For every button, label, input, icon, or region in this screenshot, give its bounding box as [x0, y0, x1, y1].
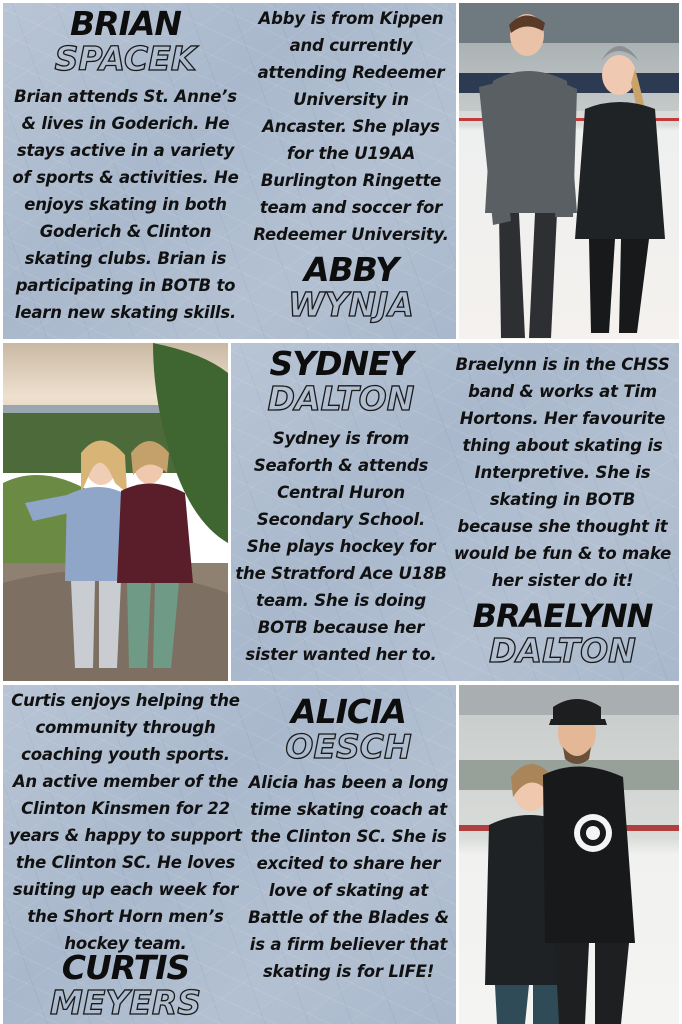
alicia-last-name: OESCH [285, 727, 412, 766]
brian-last-name: SPACEK [54, 39, 197, 78]
sydney-braelynn-panel [231, 343, 679, 681]
curtis-alicia-panel [3, 685, 456, 1024]
braelynn-first-name: BRAELYNN [472, 597, 653, 635]
sydney-last-name: DALTON [267, 379, 415, 418]
sydney-bio: Sydney is from Seaforth & attends Central Huron Secondary School. She plays hockey for the Stratford Ace U18B team. She is doing BOTB because her sister wanted her to. [235, 429, 447, 664]
abby-first-name: ABBY [304, 250, 398, 289]
sydney-first-name: SYDNEY [269, 344, 413, 383]
abby-bio: Abby is from Kippen and currently attending Redeemer University in Ancaster. She plays for the U19AA Burlington Ringette team and soccer for Redeemer University. [253, 9, 449, 244]
brian-first-name: BRIAN [70, 4, 181, 43]
sydney-braelynn-photo [3, 343, 228, 681]
curtis-bio: Curtis enjoys helping the community through coaching youth sports. An active member of the Clinton Kinsmen for 22 years & happy to support the Clinton SC. He loves suiting up each week for the Short Horn men’s hockey team. [9, 691, 242, 953]
braelynn-last-name: DALTON [489, 631, 636, 670]
alicia-first-name: ALICIA [291, 692, 406, 731]
alicia-bio: Alicia has been a long time skating coach at the Clinton SC. She is excited to share her love of skating at Battle of the Blades & is a firm believer that skating is for LIFE! [248, 773, 449, 981]
braelynn-bio: Braelynn is in the CHSS band & works at Tim Hortons. Her favourite thing about skating is Interpretive. She is skating in BOTB because she thought it would be fun & to make her sister do it! [453, 355, 672, 590]
brian-bio: Brian attends St. Anne’s & lives in Goderich. He stays active in a variety of sports & activities. He enjoys skating in both Goderich & Clinton skating clubs. Brian is participating in BOTB to learn new skating skills. [12, 87, 239, 322]
brian-abby-panel [3, 3, 456, 339]
curtis-last-name: MEYERS [50, 983, 201, 1022]
curtis-alicia-photo [459, 685, 679, 1024]
brian-abby-photo [459, 3, 679, 339]
abby-last-name: WYNJA [288, 285, 414, 324]
curtis-first-name: CURTIS [61, 948, 190, 987]
